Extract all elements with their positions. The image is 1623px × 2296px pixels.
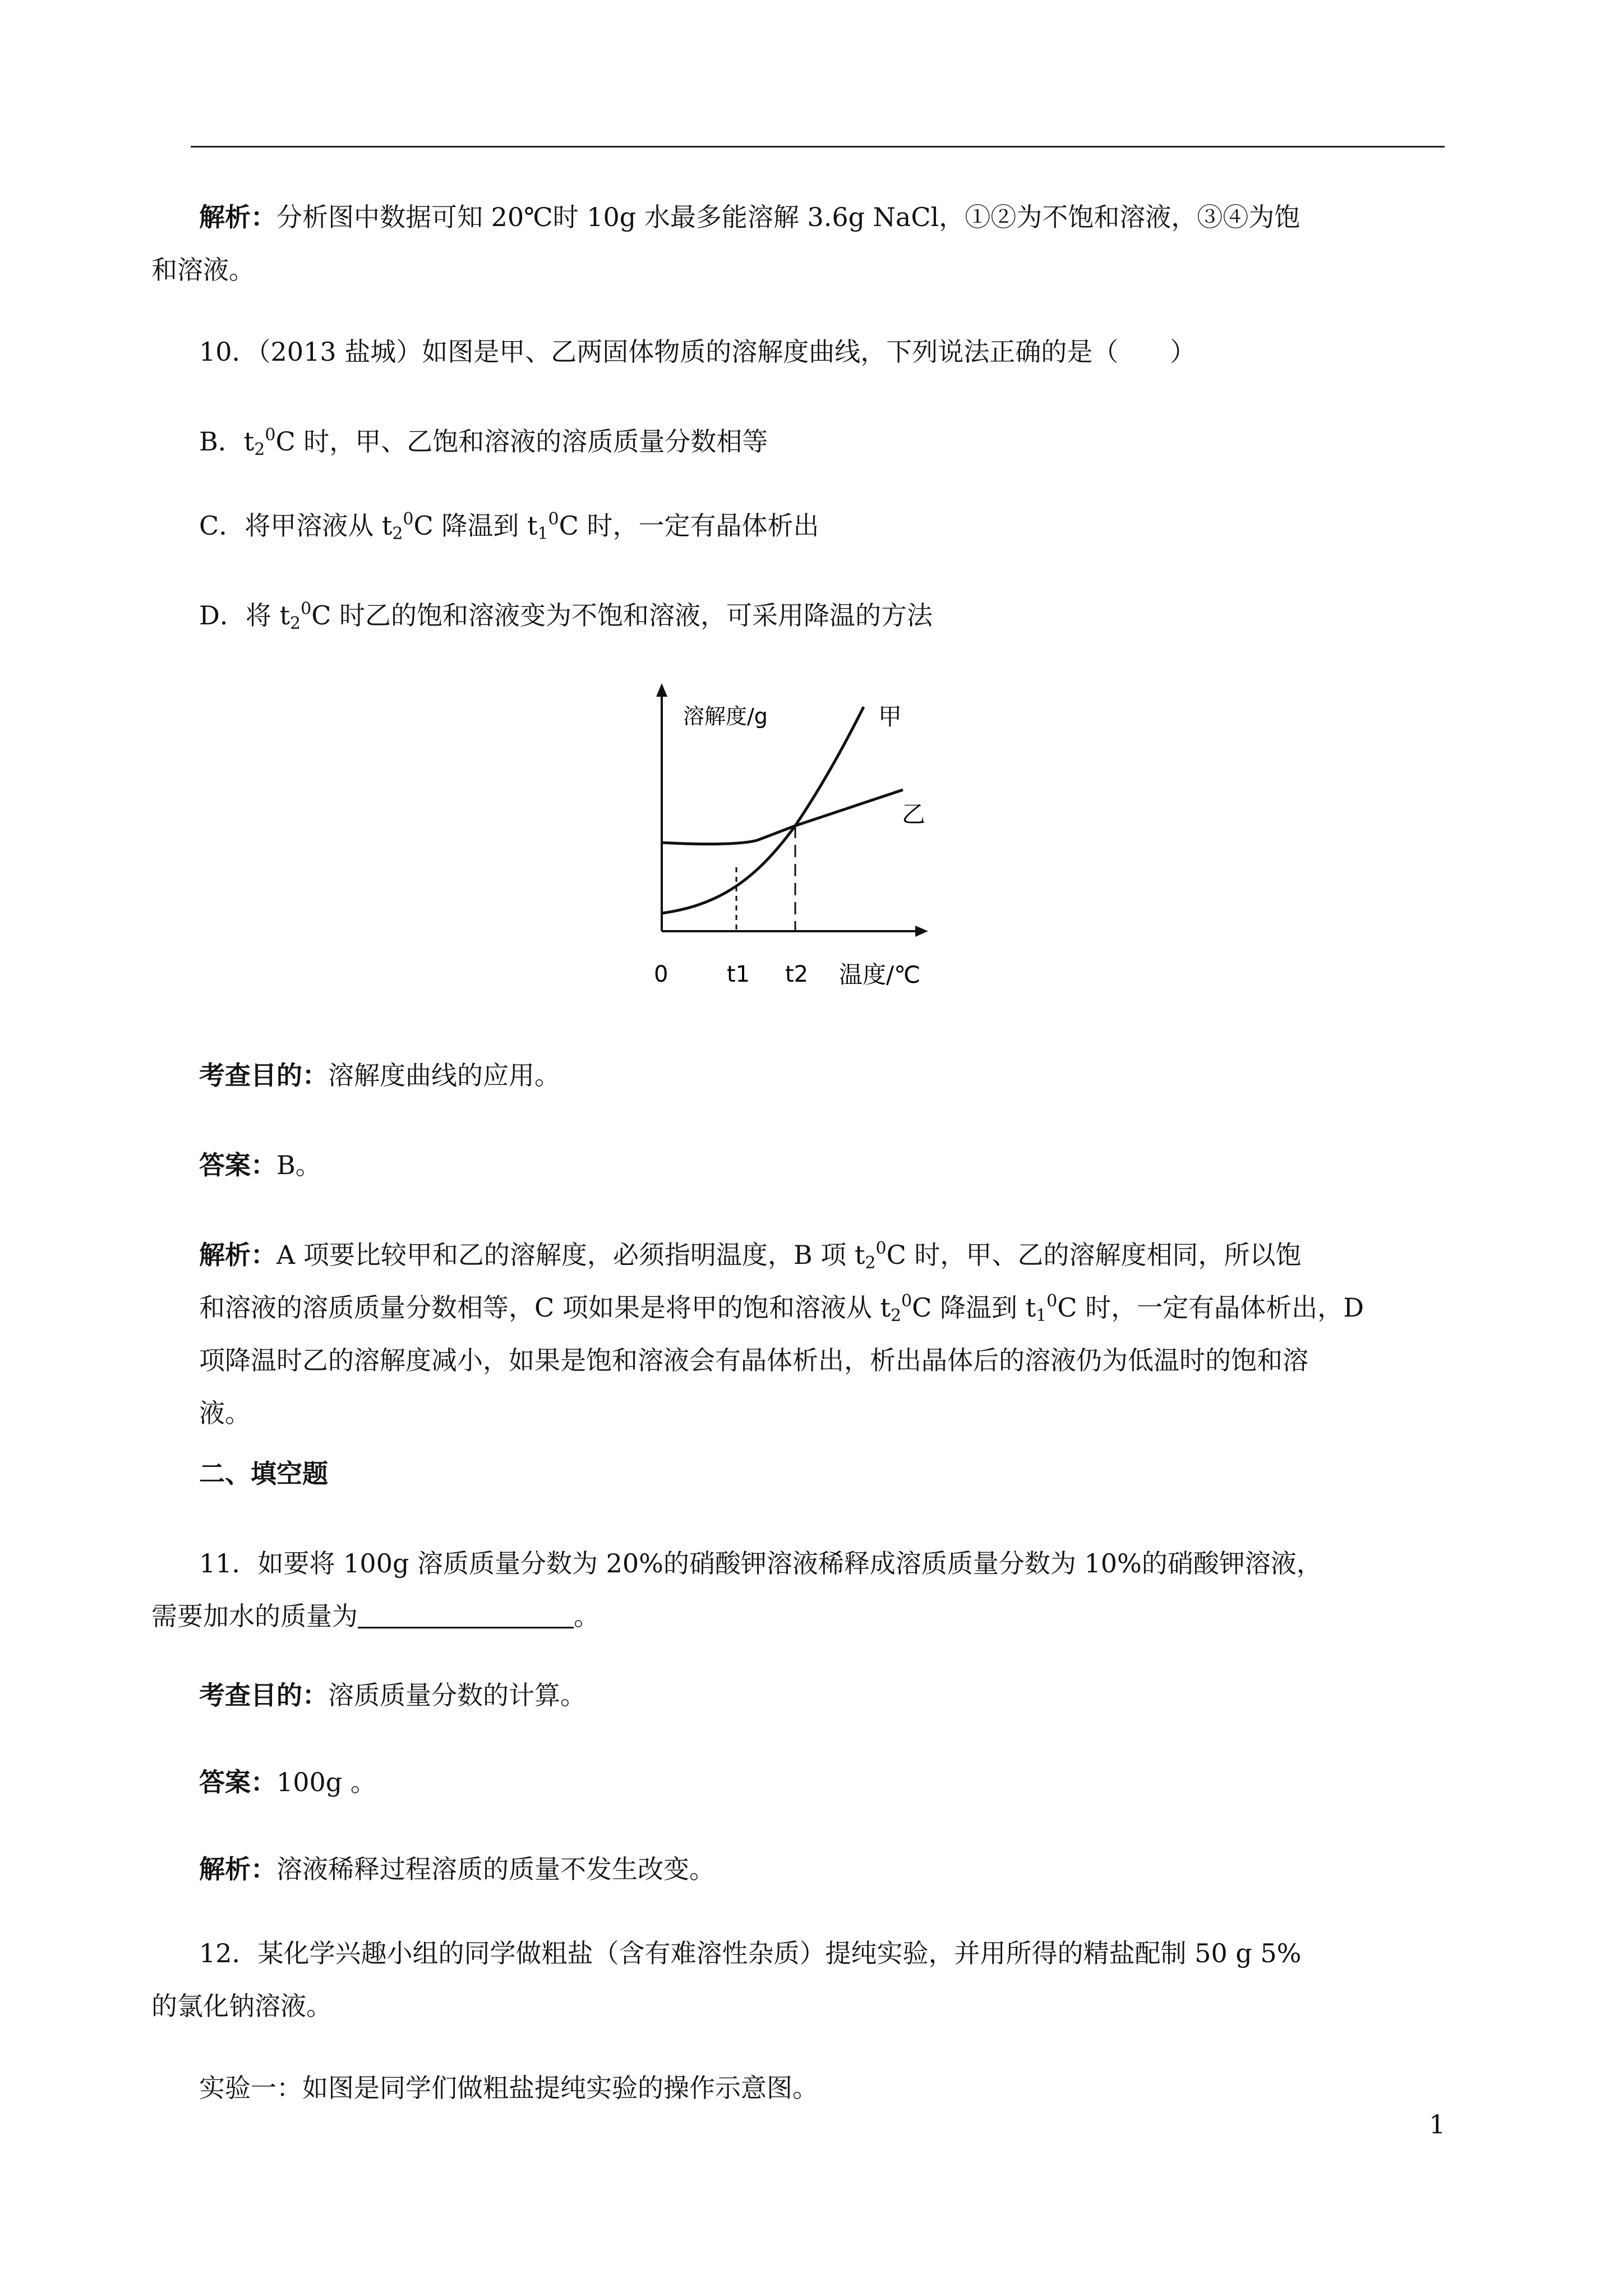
text: C 时乙的饱和溶液变为不饱和溶液，可采用降温的方法 [311, 600, 933, 631]
series-jia-label: 甲 [878, 703, 902, 730]
question-text: 的氯化钠溶液。 [151, 1991, 332, 2021]
superscript: 0 [403, 509, 414, 529]
q11-explanation [199, 1843, 1455, 1895]
explanation-label: 解析： [199, 1854, 276, 1884]
question-text: 10．（2013 盐城）如图是甲、乙两固体物质的溶解度曲线，下列说法正确的是（ ） [199, 337, 1196, 367]
explanation-text: 溶液稀释过程溶质的质量不发生改变。 [276, 1854, 715, 1884]
y-axis-arrow [656, 683, 667, 697]
x-axis-arrow [915, 926, 928, 937]
solubility-chart [617, 668, 998, 1004]
purpose-label: 考查目的： [199, 1680, 328, 1710]
answer-text: B。 [276, 1150, 321, 1180]
series-yi-label: 乙 [902, 800, 926, 828]
prev-explanation [151, 191, 1455, 296]
subscript: 1 [1036, 1306, 1047, 1326]
text: 项降温时乙的溶解度减小，如果是饱和溶液会有晶体析出，析出晶体后的溶液仍为低温时的饱和溶 [199, 1345, 1308, 1375]
subscript: 2 [865, 1253, 876, 1273]
question-text: 12．某化学兴趣小组的同学做粗盐（含有难溶性杂质）提纯实验，并用所得的精盐配制 50 g 5% [199, 1938, 1302, 1968]
subscript: 1 [537, 524, 548, 544]
x-tick-t2: t2 [785, 961, 809, 987]
text: 。 [574, 1601, 600, 1631]
text: C 时，甲、乙的溶解度相同，所以饱 [886, 1240, 1302, 1270]
question-12 [151, 1927, 1455, 2032]
series-yi-curve [662, 790, 903, 844]
x-tick-0: 0 [654, 961, 668, 987]
text: C 时，甲、乙饱和溶液的溶质质量分数相等 [275, 426, 768, 457]
question-11 [151, 1537, 1455, 1642]
explanation-text-cont: 和溶液。 [151, 255, 255, 285]
option-c [199, 499, 1455, 552]
subscript: 2 [392, 524, 403, 544]
text: C 降温到 t [413, 510, 538, 541]
subscript: 2 [290, 614, 301, 633]
q11-purpose [199, 1669, 1455, 1722]
q11-answer [199, 1756, 1455, 1809]
text: C 时，一定有晶体析出 [559, 510, 819, 541]
purpose-text: 溶解度曲线的应用。 [328, 1060, 560, 1091]
x-axis-label: 温度/℃ [839, 961, 921, 988]
explanation-label: 解析： [199, 202, 276, 232]
answer-label: 答案： [199, 1767, 276, 1797]
text: A 项要比较甲和乙的溶解度，必须指明温度，B 项 t [276, 1240, 865, 1270]
subscript: 2 [890, 1306, 902, 1326]
purpose-label: 考查目的： [199, 1060, 328, 1091]
text: C．将甲溶液从 t [199, 510, 393, 541]
x-tick-t1: t1 [727, 961, 750, 987]
superscript: 0 [875, 1239, 887, 1258]
question-text: 需要加水的质量为 [151, 1601, 358, 1631]
header-rule [191, 146, 1445, 148]
page-number: 1 [1429, 2109, 1446, 2139]
text: C 时，一定有晶体析出，D [1057, 1292, 1364, 1323]
q10-purpose [199, 1049, 1455, 1102]
series-jia-curve [662, 707, 864, 913]
q10-answer [199, 1139, 1455, 1191]
option-b [199, 415, 1455, 468]
answer-label: 答案： [199, 1150, 276, 1180]
text: B．t [199, 426, 255, 457]
option-d [199, 589, 1455, 642]
text: 和溶液的溶质质量分数相等，C 项如果是将甲的饱和溶液从 t [199, 1292, 891, 1323]
explanation-text: 分析图中数据可知 20℃时 10g 水最多能溶解 3.6g NaCl，①②为不饱和溶液，③④为饱 [276, 202, 1301, 232]
superscript: 0 [301, 599, 312, 619]
purpose-text: 溶质质量分数的计算。 [328, 1680, 586, 1710]
y-axis-label: 溶解度/g [683, 704, 768, 729]
question-text: 11．如要将 100g 溶质质量分数为 20%的硝酸钾溶液稀释成溶质质量分数为 10%的硝酸钾溶液， [199, 1548, 1322, 1579]
superscript: 0 [265, 425, 276, 445]
text: C 降温到 t [912, 1292, 1036, 1323]
q10-explanation [199, 1228, 1455, 1439]
superscript: 0 [548, 509, 559, 529]
answer-blank[interactable] [358, 1599, 574, 1628]
question-10-stem [199, 325, 1455, 378]
superscript: 0 [901, 1291, 912, 1311]
subscript: 2 [254, 440, 265, 459]
superscript: 0 [1046, 1291, 1058, 1311]
explanation-label: 解析： [199, 1240, 276, 1270]
experiment-one [199, 2062, 1455, 2114]
text: D．将 t [199, 600, 290, 631]
experiment-text: 实验一：如图是同学们做粗盐提纯实验的操作示意图。 [199, 2073, 818, 2103]
section-heading: 二、填空题 [199, 1458, 328, 1489]
answer-text: 100g 。 [276, 1767, 376, 1797]
text: 液。 [199, 1398, 251, 1428]
